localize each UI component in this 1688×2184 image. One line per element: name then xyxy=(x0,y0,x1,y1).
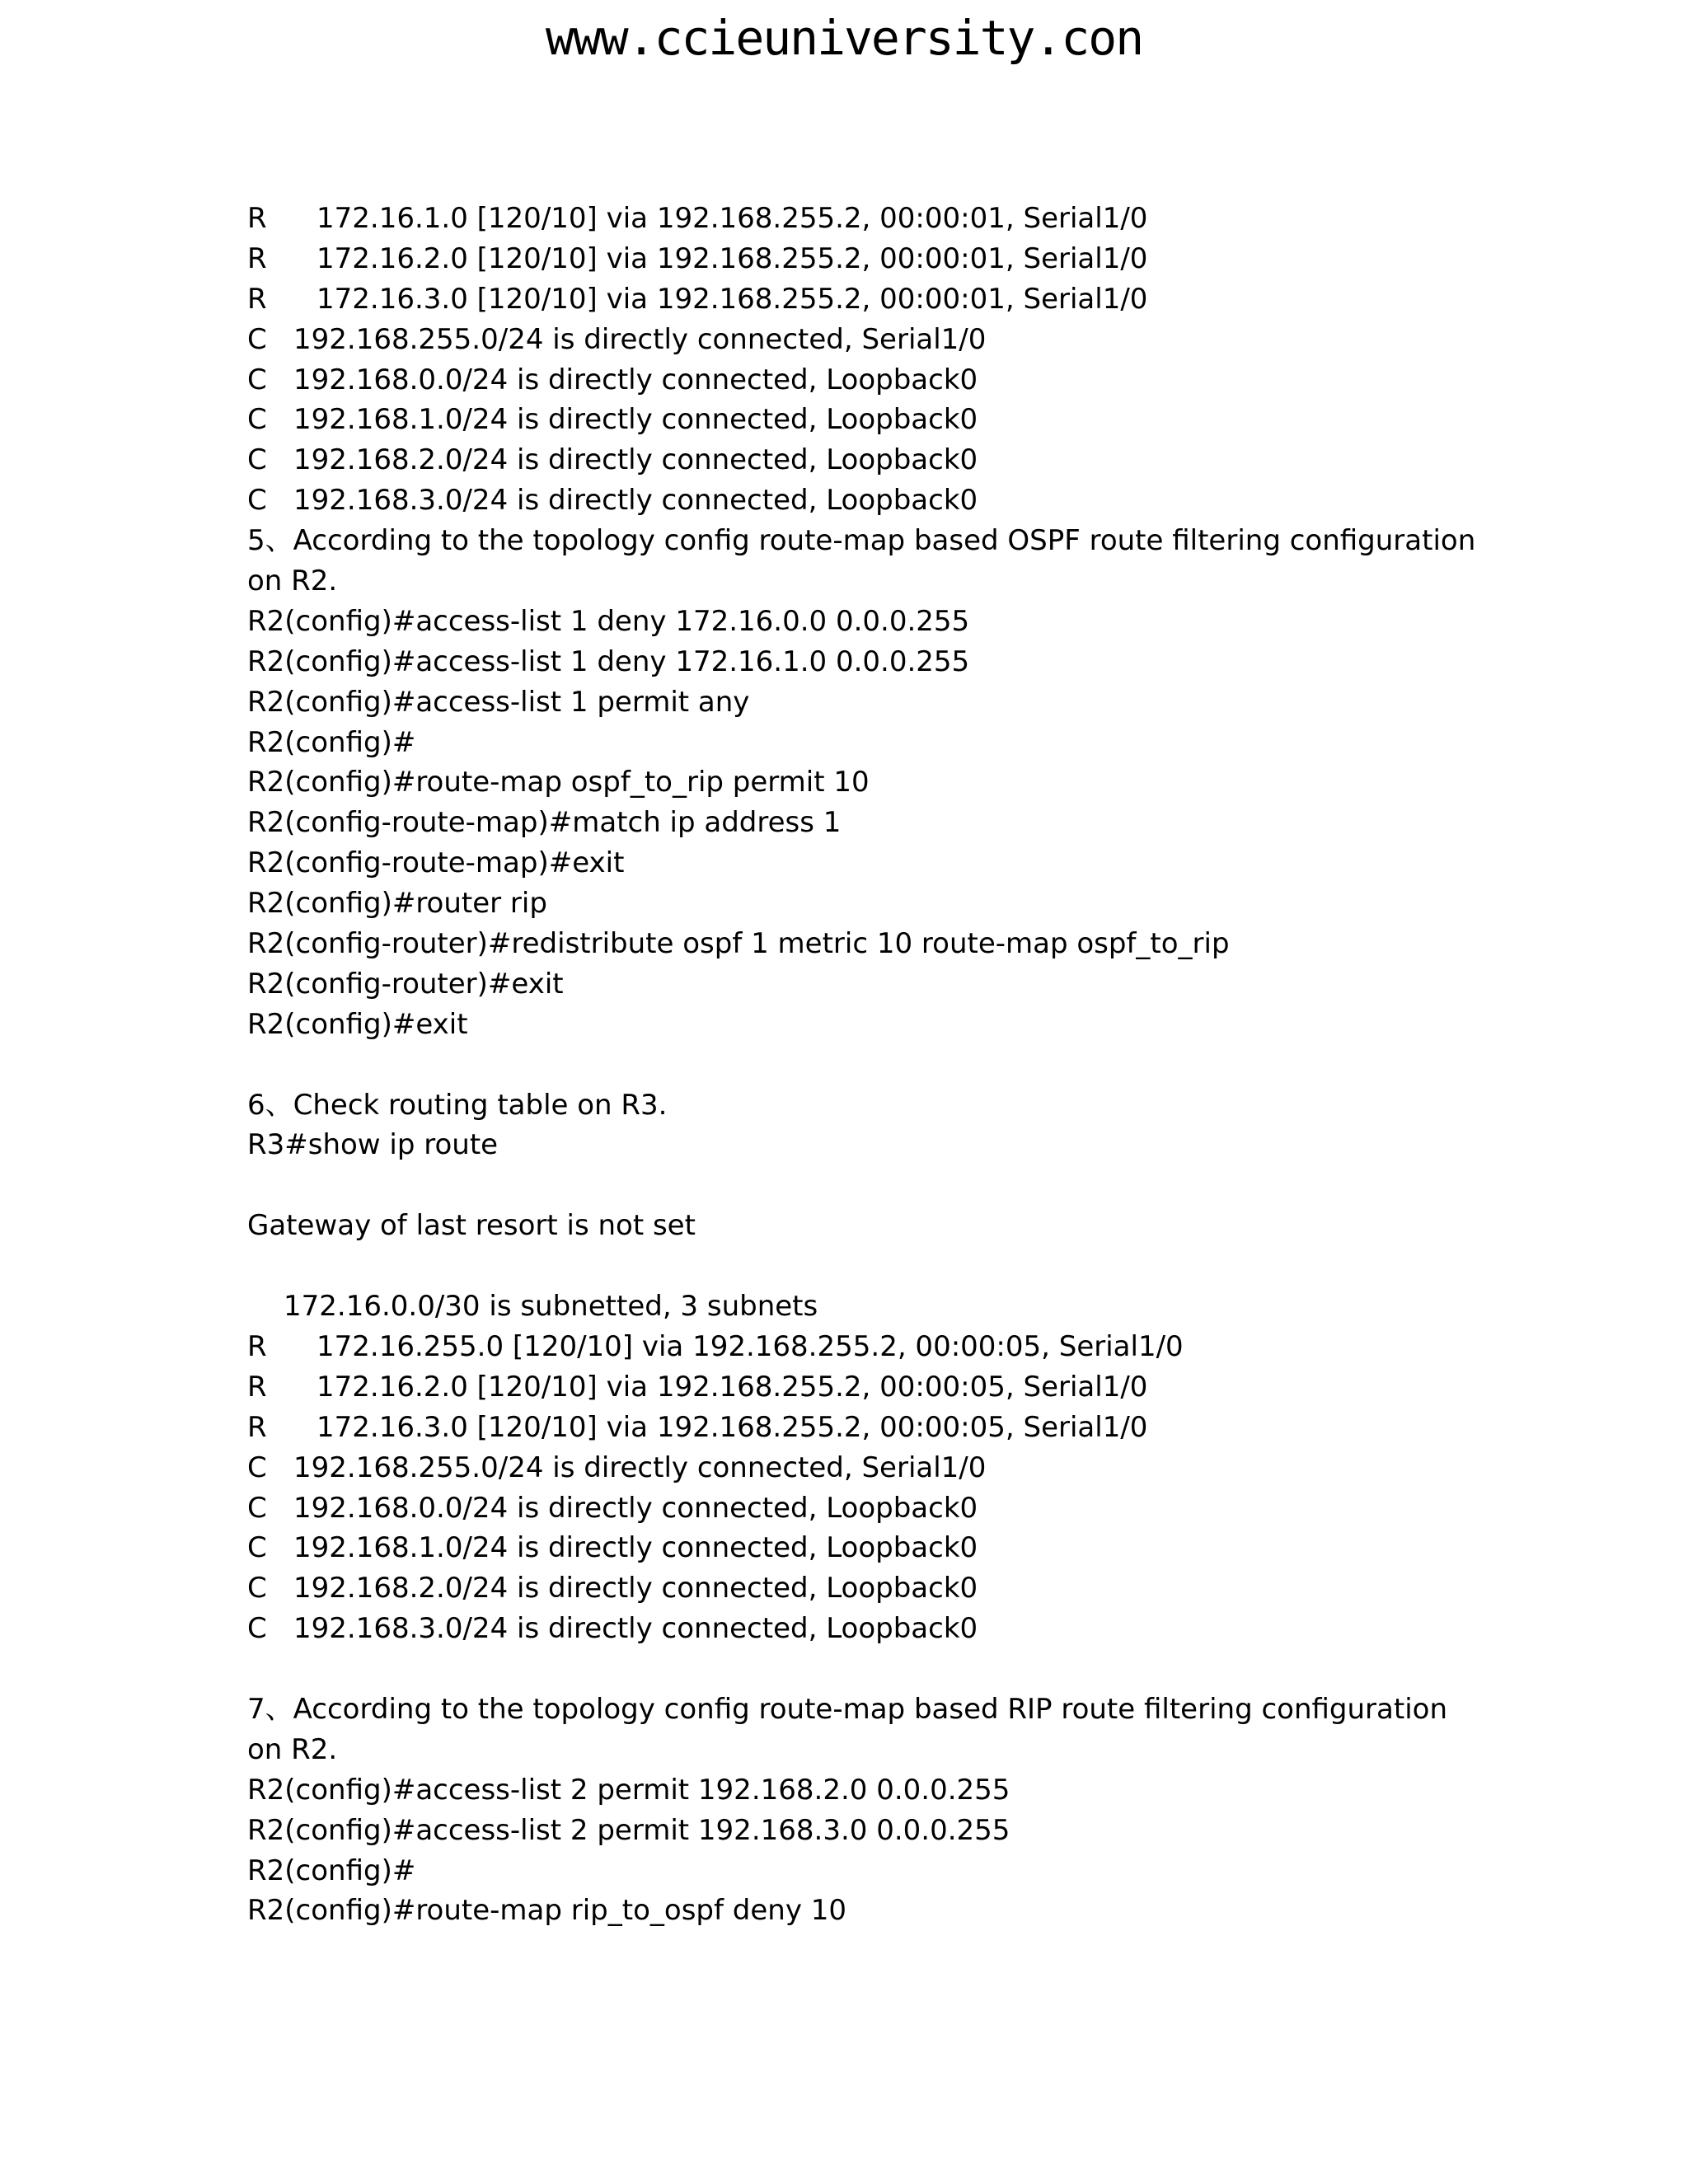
route-code: C xyxy=(247,1491,267,1525)
route-code: C xyxy=(247,443,267,477)
route-text: 192.168.255.0/24 is directly connected, Serial1/0 xyxy=(293,1451,987,1484)
route-text: 192.168.1.0/24 is directly connected, Loopback0 xyxy=(293,403,978,437)
config-command: R2(config)#access-list 2 permit 192.168.3.0 0.0.0.255 xyxy=(247,1813,1010,1847)
config-command: R2(config)# xyxy=(247,725,416,759)
route-entry xyxy=(247,440,1442,480)
route-text: 192.168.3.0/24 is directly connected, Loopback0 xyxy=(293,1612,978,1646)
route-code: C xyxy=(247,1531,267,1565)
route-code: R xyxy=(247,1410,267,1444)
config-command: R2(config-router)#redistribute ospf 1 metric 10 route-map ospf_to_rip xyxy=(247,927,1230,961)
config-command: R2(config-route-map)#exit xyxy=(247,846,625,880)
config-command: R2(config)#router rip xyxy=(247,887,547,921)
route-text: 192.168.0.0/24 is directly connected, Loopback0 xyxy=(293,1491,978,1525)
header-watermark: www.ccieuniversity.con xyxy=(545,10,1143,66)
route-entry xyxy=(247,320,1442,360)
route-entry xyxy=(247,1448,1442,1488)
route-text: 192.168.255.0/24 is directly connected, Serial1/0 xyxy=(293,322,987,356)
route-code: R xyxy=(247,1329,267,1363)
route-code: C xyxy=(247,403,267,437)
config-command: R2(config)#access-list 2 permit 192.168.2.0 0.0.0.255 xyxy=(247,1773,1010,1807)
route-code: C xyxy=(247,484,267,518)
route-entry xyxy=(247,1609,1442,1649)
step7-heading-cont: on R2. xyxy=(247,1732,338,1766)
route-text: 172.16.3.0 [120/10] via 192.168.255.2, 00:00:01, Serial1/0 xyxy=(316,282,1148,316)
config-command: R2(config)# xyxy=(247,1854,416,1887)
route-entry xyxy=(247,1528,1442,1568)
show-command: R3#show ip route xyxy=(247,1128,499,1162)
config-command: R2(config)#route-map ospf_to_rip permit 10 xyxy=(247,766,870,799)
route-code: R xyxy=(247,282,267,316)
route-text: 172.16.1.0 [120/10] via 192.168.255.2, 00:00:01, Serial1/0 xyxy=(316,202,1148,235)
route-entry xyxy=(247,1488,1442,1529)
route-entry xyxy=(247,1408,1442,1448)
blank-line xyxy=(247,1246,1442,1286)
subnet-header: 172.16.0.0/30 is subnetted, 3 subnets xyxy=(284,1290,818,1324)
route-code: R xyxy=(247,202,267,235)
route-code: C xyxy=(247,1451,267,1484)
config-command: R2(config-router)#exit xyxy=(247,967,564,1001)
route-entry xyxy=(247,199,1442,239)
blank-line xyxy=(247,1165,1442,1206)
step6-heading: 6、Check routing table on R3. xyxy=(247,1088,668,1122)
route-text: 172.16.255.0 [120/10] via 192.168.255.2, 00:00:05, Serial1/0 xyxy=(316,1329,1184,1363)
blank-line xyxy=(247,1045,1442,1085)
route-text: 172.16.2.0 [120/10] via 192.168.255.2, 00:00:05, Serial1/0 xyxy=(316,1370,1148,1404)
route-entry xyxy=(247,279,1442,320)
route-entry xyxy=(247,400,1442,440)
route-entry xyxy=(247,360,1442,401)
route-code: C xyxy=(247,363,267,396)
step5-heading: 5、According to the topology config route-map based OSPF route filtering configuration xyxy=(247,524,1476,558)
route-text: 172.16.3.0 [120/10] via 192.168.255.2, 00:00:05, Serial1/0 xyxy=(316,1410,1148,1444)
step7-heading: 7、According to the topology config route-map based RIP route filtering configuration xyxy=(247,1692,1447,1726)
step5-heading-cont: on R2. xyxy=(247,565,338,598)
route-text: 172.16.2.0 [120/10] via 192.168.255.2, 00:00:01, Serial1/0 xyxy=(316,241,1148,275)
route-entry xyxy=(247,480,1442,521)
route-code: R xyxy=(247,241,267,275)
config-command: R2(config)#route-map rip_to_ospf deny 10 xyxy=(247,1894,847,1928)
config-command: R2(config)#exit xyxy=(247,1007,468,1041)
blank-line xyxy=(247,1649,1442,1690)
gateway-line: Gateway of last resort is not set xyxy=(247,1209,696,1243)
config-command: R2(config)#access-list 1 deny 172.16.0.0 0.0.0.255 xyxy=(247,604,970,638)
route-code: C xyxy=(247,1612,267,1646)
document-body xyxy=(247,199,1476,1931)
route-text: 192.168.3.0/24 is directly connected, Loopback0 xyxy=(293,484,978,518)
route-code: R xyxy=(247,1370,267,1404)
route-text: 192.168.0.0/24 is directly connected, Loopback0 xyxy=(293,363,978,396)
route-code: C xyxy=(247,1572,267,1605)
route-text: 192.168.2.0/24 is directly connected, Loopback0 xyxy=(293,443,978,477)
route-entry xyxy=(247,1327,1442,1367)
route-entry xyxy=(247,239,1442,279)
config-command: R2(config)#access-list 1 deny 172.16.1.0 0.0.0.255 xyxy=(247,644,970,678)
route-entry xyxy=(247,1568,1442,1609)
route-text: 192.168.2.0/24 is directly connected, Loopback0 xyxy=(293,1572,978,1605)
config-command: R2(config-route-map)#match ip address 1 xyxy=(247,806,842,840)
route-entry xyxy=(247,1367,1442,1408)
config-command: R2(config)#access-list 1 permit any xyxy=(247,685,750,719)
route-code: C xyxy=(247,322,267,356)
route-text: 192.168.1.0/24 is directly connected, Loopback0 xyxy=(293,1531,978,1565)
